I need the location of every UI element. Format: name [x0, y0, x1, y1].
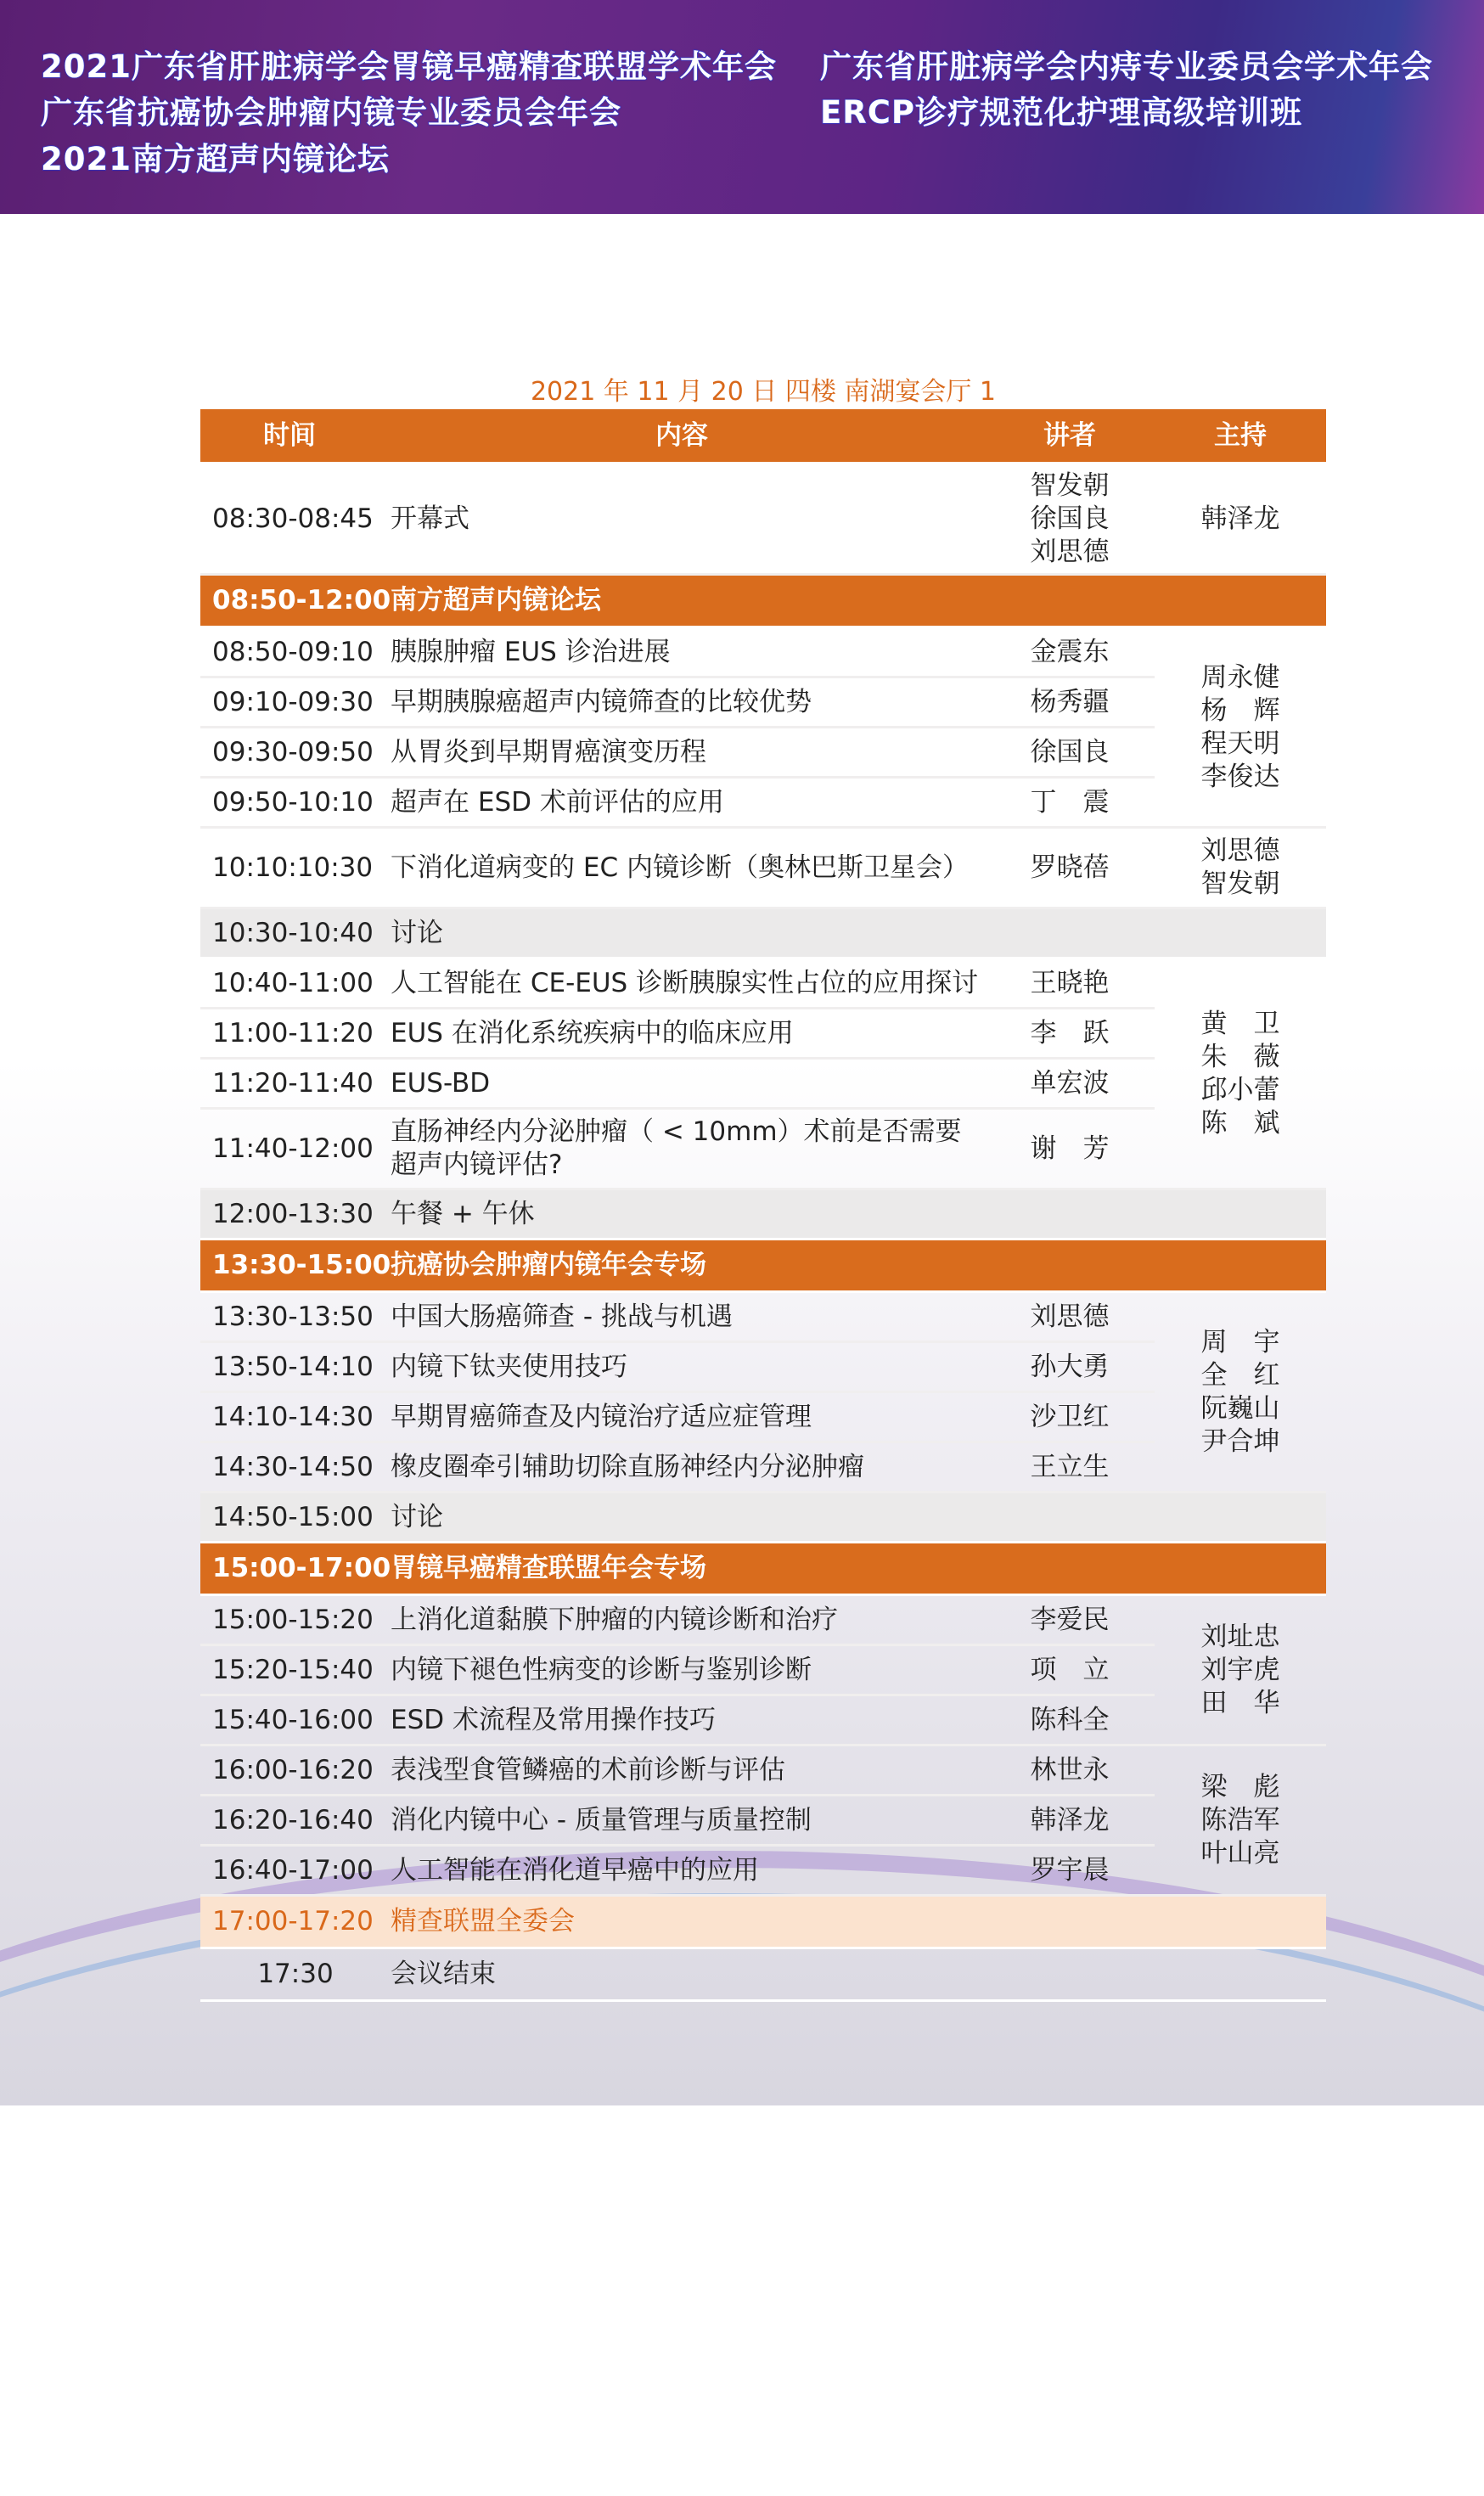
speaker-cell: 李爱民 [985, 1595, 1155, 1645]
section-title: 抗癌协会肿瘤内镜年会专场 [379, 1240, 1326, 1292]
time-cell: 08:50-09:10 [200, 627, 379, 677]
speaker-cell: 丁 震 [985, 778, 1155, 828]
content-cell: 直肠神经内分泌肿瘤（ < 10mm）术前是否需要超声内镜评估? [379, 1109, 985, 1189]
speaker-cell: 罗宇晨 [985, 1846, 1155, 1896]
time-cell: 12:00-13:30 [200, 1189, 379, 1240]
content-cell: 下消化道病变的 EC 内镜诊断（奥林巴斯卫星会） [379, 828, 985, 908]
time-cell: 11:20-11:40 [200, 1059, 379, 1109]
header-time: 时间 [200, 409, 379, 464]
host-cell [1155, 1746, 1326, 1896]
time-cell: 10:40-11:00 [200, 958, 379, 1009]
time-cell: 13:30-13:50 [200, 1292, 379, 1342]
host-names: 刘思德 智发朝 [1200, 835, 1280, 899]
content-cell: EUS 在消化系统疾病中的临床应用 [379, 1009, 985, 1059]
content-cell: 早期胃癌筛查及内镜治疗适应症管理 [379, 1392, 985, 1442]
table-row [200, 627, 1326, 677]
schedule-table [200, 409, 1326, 2002]
banner-title-left-1: 2021广东省肝脏病学会胃镜早癌精查联盟学术年会 [41, 48, 777, 85]
time-cell: 08:30-08:45 [200, 464, 379, 575]
content-cell: ESD 术流程及常用操作技巧 [379, 1695, 985, 1746]
time-cell: 15:20-15:40 [200, 1645, 379, 1695]
speaker-cell: 王立生 [985, 1442, 1155, 1493]
time-cell: 10:10:10:30 [200, 828, 379, 908]
lunch-row [200, 1189, 1326, 1240]
time-cell: 09:30-09:50 [200, 728, 379, 778]
table-row [200, 828, 1326, 908]
time-cell: 17:00-17:20 [200, 1896, 379, 1948]
section-row [200, 1543, 1326, 1595]
section-time: 15:00-17:00 [200, 1543, 379, 1595]
speaker-cell: 刘思德 [985, 1292, 1155, 1342]
content-cell: 会议结束 [379, 1948, 1326, 2001]
content-cell: 表浅型食管鳞癌的术前诊断与评估 [379, 1746, 985, 1796]
table-row [200, 464, 1326, 575]
speaker-cell: 项 立 [985, 1645, 1155, 1695]
date-venue-line: 2021 年 11 月 20 日 四楼 南湖宴会厅 1 [530, 377, 997, 407]
content-cell: 精查联盟全委会 [379, 1896, 1326, 1948]
discussion-row [200, 908, 1326, 958]
speaker-cell: 罗晓蓓 [985, 828, 1155, 908]
speaker-cell: 徐国良 [985, 728, 1155, 778]
content-cell: EUS-BD [379, 1059, 985, 1109]
header-banner [0, 0, 1484, 214]
banner-title-left-3: 2021南方超声内镜论坛 [41, 141, 390, 177]
content-cell: 早期胰腺癌超声内镜筛查的比较优势 [379, 677, 985, 728]
time-cell: 09:10-09:30 [200, 677, 379, 728]
time-cell: 15:40-16:00 [200, 1695, 379, 1746]
content-cell: 超声在 ESD 术前评估的应用 [379, 778, 985, 828]
speaker-cell: 李 跃 [985, 1009, 1155, 1059]
header-speaker: 讲者 [985, 409, 1155, 464]
content-cell: 消化内镜中心 - 质量管理与质量控制 [379, 1796, 985, 1846]
speaker-cell: 谢 芳 [985, 1109, 1155, 1189]
table-header-row [200, 409, 1326, 464]
content-cell: 人工智能在 CE-EUS 诊断胰腺实性占位的应用探讨 [379, 958, 985, 1009]
header-host: 主持 [1155, 409, 1326, 464]
speaker-cell: 沙卫红 [985, 1392, 1155, 1442]
time-cell: 16:00-16:20 [200, 1746, 379, 1796]
speaker-cell: 林世永 [985, 1746, 1155, 1796]
section-row [200, 1240, 1326, 1292]
committee-row [200, 1896, 1326, 1948]
content-cell: 胰腺肿瘤 EUS 诊治进展 [379, 627, 985, 677]
content-cell: 内镜下褪色性病变的诊断与鉴别诊断 [379, 1645, 985, 1695]
content-cell: 上消化道黏膜下肿瘤的内镜诊断和治疗 [379, 1595, 985, 1645]
speaker-cell: 孙大勇 [985, 1342, 1155, 1392]
content-cell: 人工智能在消化道早癌中的应用 [379, 1846, 985, 1896]
content-cell: 从胃炎到早期胃癌演变历程 [379, 728, 985, 778]
time-cell: 16:40-17:00 [200, 1846, 379, 1896]
table-row [200, 958, 1326, 1009]
speaker-cell: 王晓艳 [985, 958, 1155, 1009]
banner-title-right-1: 广东省肝脏病学会内痔专业委员会学术年会 [820, 48, 1433, 85]
time-cell: 13:50-14:10 [200, 1342, 379, 1392]
host-cell [1155, 1595, 1326, 1746]
time-cell: 11:40-12:00 [200, 1109, 379, 1189]
discussion-row [200, 1493, 1326, 1543]
content-cell: 开幕式 [379, 464, 985, 575]
speaker-names: 智发朝 徐国良 刘思德 [1030, 469, 1110, 567]
host-cell [1155, 828, 1326, 908]
content-cell: 讨论 [379, 1493, 1326, 1543]
host-names: 梁 彪 陈浩军 叶山亮 [1200, 1771, 1280, 1869]
speaker-cell: 陈科全 [985, 1695, 1155, 1746]
section-title: 南方超声内镜论坛 [379, 575, 1326, 627]
host-cell [1155, 958, 1326, 1189]
content-cell: 中国大肠癌筛查 - 挑战与机遇 [379, 1292, 985, 1342]
content-cell: 讨论 [379, 908, 1326, 958]
time-cell: 16:20-16:40 [200, 1796, 379, 1846]
content-cell: 内镜下钛夹使用技巧 [379, 1342, 985, 1392]
banner-title-left-2: 广东省抗癌协会肿瘤内镜专业委员会年会 [41, 94, 621, 131]
speaker-cell: 杨秀疆 [985, 677, 1155, 728]
time-cell: 11:00-11:20 [200, 1009, 379, 1059]
host-names: 黄 卫 朱 薇 邱小蕾 陈 斌 [1200, 1008, 1280, 1138]
content-cell: 午餐 + 午休 [379, 1189, 1326, 1240]
section-row [200, 575, 1326, 627]
section-time: 13:30-15:00 [200, 1240, 379, 1292]
content-cell: 橡皮圈牵引辅助切除直肠神经内分泌肿瘤 [379, 1442, 985, 1493]
table-row [200, 1595, 1326, 1645]
host-cell [1155, 1292, 1326, 1493]
speaker-cell: 韩泽龙 [985, 1796, 1155, 1846]
speaker-cell: 单宏波 [985, 1059, 1155, 1109]
speaker-cell [985, 464, 1155, 575]
time-cell: 15:00-15:20 [200, 1595, 379, 1645]
time-cell: 14:10-14:30 [200, 1392, 379, 1442]
host-names: 周永健 杨 辉 程天明 李俊达 [1200, 661, 1280, 792]
host-names: 刘址忠 刘宇虎 田 华 [1200, 1621, 1280, 1718]
section-time: 08:50-12:00 [200, 575, 379, 627]
time-cell: 14:30-14:50 [200, 1442, 379, 1493]
host-cell [1155, 627, 1326, 828]
time-cell: 17:30 [200, 1948, 379, 2001]
time-cell: 09:50-10:10 [200, 778, 379, 828]
speaker-cell: 金震东 [985, 627, 1155, 677]
table-row [200, 1292, 1326, 1342]
header-content: 内容 [379, 409, 985, 464]
banner-title-right-2: ERCP诊疗规范化护理高级培训班 [820, 94, 1303, 131]
time-cell: 10:30-10:40 [200, 908, 379, 958]
host-names: 周 宇 全 红 阮巍山 尹合坤 [1200, 1326, 1280, 1457]
time-cell: 14:50-15:00 [200, 1493, 379, 1543]
table-row [200, 1746, 1326, 1796]
host-cell: 韩泽龙 [1155, 464, 1326, 575]
section-title: 胃镜早癌精查联盟年会专场 [379, 1543, 1326, 1595]
closing-row [200, 1948, 1326, 2001]
